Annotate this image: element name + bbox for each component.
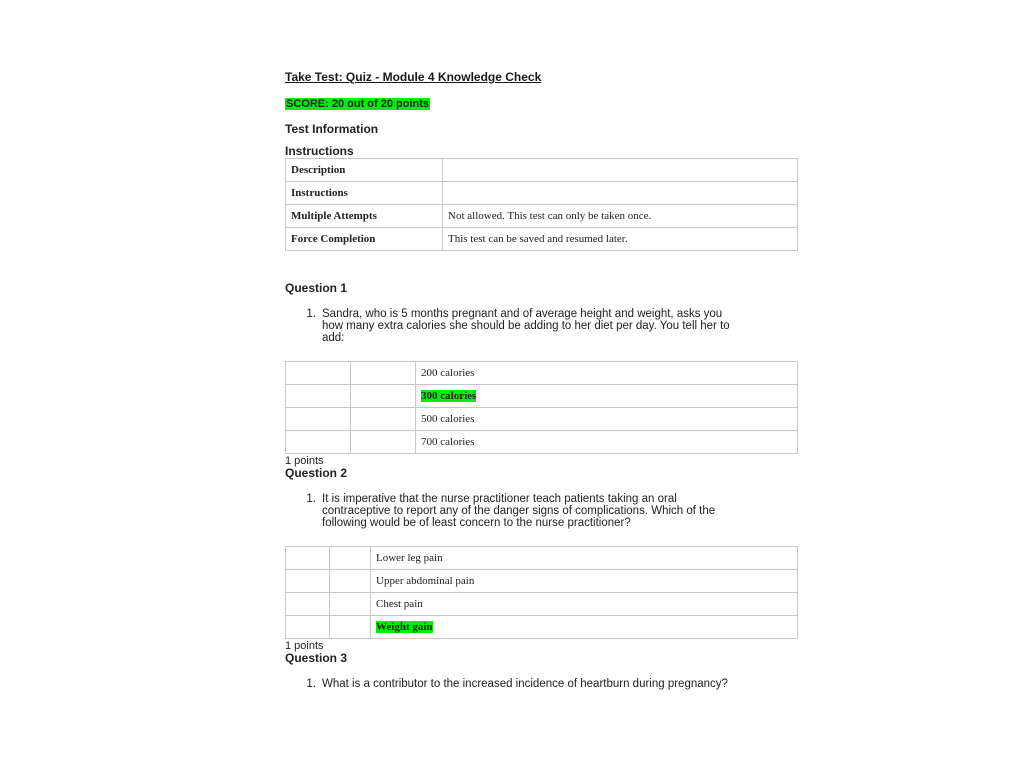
table-row bbox=[286, 205, 798, 228]
answer-marker-cell bbox=[330, 593, 371, 616]
answer-marker-cell bbox=[330, 616, 371, 639]
info-value: This test can be saved and resumed later. bbox=[443, 228, 798, 251]
answer-marker-cell bbox=[351, 408, 416, 431]
question-2-heading: Question 2 bbox=[285, 466, 348, 480]
question-2-text bbox=[302, 493, 798, 529]
answer-option bbox=[371, 593, 798, 616]
correct-answer-text: Weight gain bbox=[376, 621, 433, 633]
info-value: Not allowed. This test can only be taken once. bbox=[443, 205, 798, 228]
answer-option bbox=[416, 385, 798, 408]
answer-row bbox=[286, 593, 798, 616]
answer-text: Lower leg pain bbox=[376, 552, 443, 564]
answer-marker-cell bbox=[330, 570, 371, 593]
question-3-heading: Question 3 bbox=[285, 651, 348, 665]
score-badge: SCORE: 20 out of 20 points bbox=[286, 98, 430, 110]
answer-marker-cell bbox=[351, 385, 416, 408]
question-3-text bbox=[302, 678, 798, 690]
question-prompt: It is imperative that the nurse practitioner teach patients taking an oral contraceptive to report any of the danger signs of complications. Which of the following would be of least concern to the nurse practitioner? bbox=[322, 493, 716, 529]
instructions-heading: Instructions bbox=[285, 144, 354, 158]
answer-option bbox=[416, 408, 798, 431]
answer-row bbox=[286, 408, 798, 431]
answer-status-cell bbox=[286, 547, 330, 570]
answer-marker-cell bbox=[351, 431, 416, 454]
question-prompt: Sandra, who is 5 months pregnant and of average height and weight, asks you how many extra calories she should be adding to her diet per day. You tell her to add: bbox=[322, 308, 730, 344]
answer-status-cell bbox=[286, 616, 330, 639]
answer-status-cell bbox=[286, 570, 330, 593]
answer-marker-cell bbox=[351, 362, 416, 385]
question-1-points: 1 points bbox=[285, 455, 324, 467]
info-label: Multiple Attempts bbox=[286, 205, 443, 228]
answer-marker-cell bbox=[330, 547, 371, 570]
answer-row bbox=[286, 431, 798, 454]
answer-status-cell bbox=[286, 385, 351, 408]
info-value bbox=[443, 159, 798, 182]
info-label: Force Completion bbox=[286, 228, 443, 251]
table-row bbox=[286, 182, 798, 205]
answer-row bbox=[286, 570, 798, 593]
correct-answer-text: 300 calories bbox=[421, 390, 477, 402]
answer-row bbox=[286, 547, 798, 570]
answer-text: 500 calories bbox=[421, 413, 475, 425]
answer-row bbox=[286, 616, 798, 639]
question-2-points: 1 points bbox=[285, 640, 324, 652]
answer-status-cell bbox=[286, 431, 351, 454]
question-1-text bbox=[302, 308, 798, 344]
answer-text: 200 calories bbox=[421, 367, 475, 379]
test-info-table bbox=[285, 158, 798, 251]
question-1-answers bbox=[285, 361, 798, 454]
info-label: Description bbox=[286, 159, 443, 182]
question-1-heading: Question 1 bbox=[285, 281, 348, 295]
quiz-document bbox=[285, 66, 798, 707]
answer-option bbox=[371, 547, 798, 570]
page-title: Take Test: Quiz - Module 4 Knowledge Check bbox=[285, 70, 542, 84]
answer-text: 700 calories bbox=[421, 436, 475, 448]
table-row bbox=[286, 228, 798, 251]
answer-status-cell bbox=[286, 408, 351, 431]
question-number: 1. bbox=[306, 308, 316, 320]
answer-row bbox=[286, 362, 798, 385]
answer-option bbox=[416, 362, 798, 385]
answer-text: Upper abdominal pain bbox=[376, 575, 475, 587]
answer-status-cell bbox=[286, 362, 351, 385]
info-value bbox=[443, 182, 798, 205]
answer-option bbox=[371, 616, 798, 639]
answer-option bbox=[416, 431, 798, 454]
test-information-heading: Test Information bbox=[285, 122, 379, 136]
table-row bbox=[286, 159, 798, 182]
question-2-answers bbox=[285, 546, 798, 639]
answer-row bbox=[286, 385, 798, 408]
info-label: Instructions bbox=[286, 182, 443, 205]
answer-text: Chest pain bbox=[376, 598, 423, 610]
answer-status-cell bbox=[286, 593, 330, 616]
question-number: 1. bbox=[306, 493, 316, 505]
answer-option bbox=[371, 570, 798, 593]
question-prompt: What is a contributor to the increased incidence of heartburn during pregnancy? bbox=[322, 678, 728, 690]
question-number: 1. bbox=[306, 678, 316, 690]
